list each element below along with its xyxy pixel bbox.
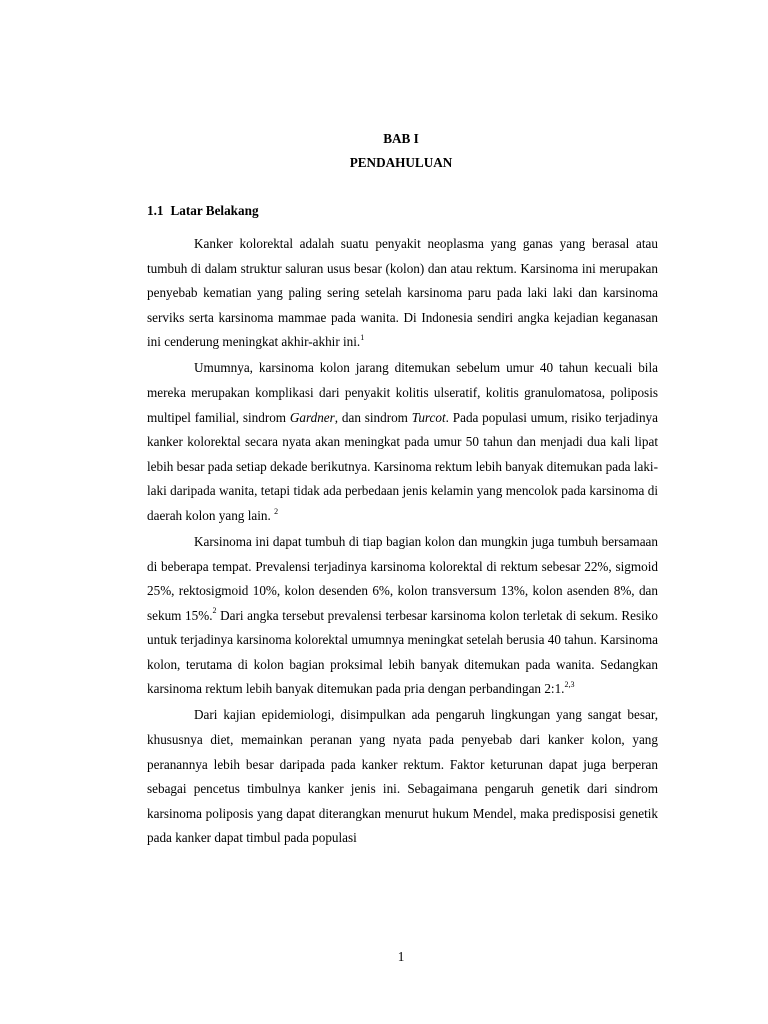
paragraph-text: Dari angka tersebut prevalensi terbesar karsinoma kolon terletak di sekum. Resiko untuk terjadinya karsinoma kolorektal umumnya meningkat setelah berusia 40 tahun. Karsinoma kolon, terutama di kolon bagian proksimal lebih banyak ditemukan pada wanita. Sedangkan karsinoma rektum lebih banyak ditemukan pada pria dengan perbandingan 2:1. bbox=[147, 607, 658, 697]
citation-ref: 1 bbox=[360, 332, 365, 342]
paragraph-text: . Pada populasi umum, risiko terjadinya kanker kolorektal secara nyata akan meningkat pada umur 50 tahun dan menjadi dua kali lipat lebih besar pada setiap dekade berikutnya. Karsinoma rektum lebih banyak ditemukan pada laki-laki daripada wanita, tetapi tidak ada perbedaan jenis kelamin yang mencolok pada karsinoma di daerah kolon yang lain. bbox=[147, 409, 658, 523]
section-number: 1.1 bbox=[147, 203, 164, 218]
italic-term: Gardner bbox=[289, 409, 335, 425]
section-heading bbox=[147, 203, 259, 219]
paragraph bbox=[147, 232, 658, 355]
italic-term: Turcot bbox=[411, 409, 446, 425]
page-number: 1 bbox=[397, 949, 405, 964]
citation-ref: 2,3 bbox=[564, 680, 575, 690]
citation-ref: 2 bbox=[274, 506, 279, 516]
paragraph bbox=[147, 356, 658, 528]
section-title: Latar Belakang bbox=[170, 203, 259, 218]
chapter-number: BAB I bbox=[383, 131, 419, 146]
citation-ref: 2 bbox=[212, 606, 217, 616]
paragraph-text: , dan sindrom bbox=[334, 409, 412, 425]
paragraph bbox=[147, 703, 658, 851]
paragraph-text: Dari kajian epidemiologi, disimpulkan ada pengaruh lingkungan yang sangat besar, khususnya diet, memainkan peranan yang nyata pada penyebab dari kanker kolon, yang peranannya lebih besar daripada pada kanker rektum. Faktor keturunan dapat juga berperan sebagai pencetus timbulnya kanker jenis ini. Sebagaimana pengaruh genetik dari sindrom karsinoma poliposis yang dapat diterangkan menurut hukum Mendel, maka predisposisi genetik pada kanker dapat timbul pada populasi bbox=[147, 707, 658, 846]
paragraph-text: Umumnya, karsinoma kolon jarang ditemukan sebelum umur 40 tahun kecuali bila mereka merupakan komplikasi dari penyakit kolitis ulseratif, kolitis granulomatosa, poliposis multipel familial, sindrom bbox=[147, 360, 658, 425]
paragraph bbox=[147, 530, 658, 702]
chapter-title: PENDAHULUAN bbox=[349, 155, 453, 170]
body-text bbox=[147, 232, 658, 851]
paragraph-text: Karsinoma ini dapat tumbuh di tiap bagian kolon dan mungkin juga tumbuh bersamaan di beberapa tempat. Prevalensi terjadinya karsinoma kolorektal di rektum sebesar 22%, sigmoid 25%, rektosigmoid 10%, kolon desenden 6%, kolon transversum 13%, kolon asenden 8%, dan sekum 15%. bbox=[147, 533, 658, 623]
paragraph-text: Kanker kolorektal adalah suatu penyakit neoplasma yang ganas yang berasal atau tumbuh di dalam struktur saluran usus besar (kolon) dan atau rektum. Karsinoma ini merupakan penyebab kematian yang paling sering setelah karsinoma paru pada laki laki dan karsinoma serviks serta karsinoma mammae pada wanita. Di Indonesia sendiri angka kejadian keganasan ini cenderung meningkat akhir-akhir ini. bbox=[147, 236, 658, 350]
